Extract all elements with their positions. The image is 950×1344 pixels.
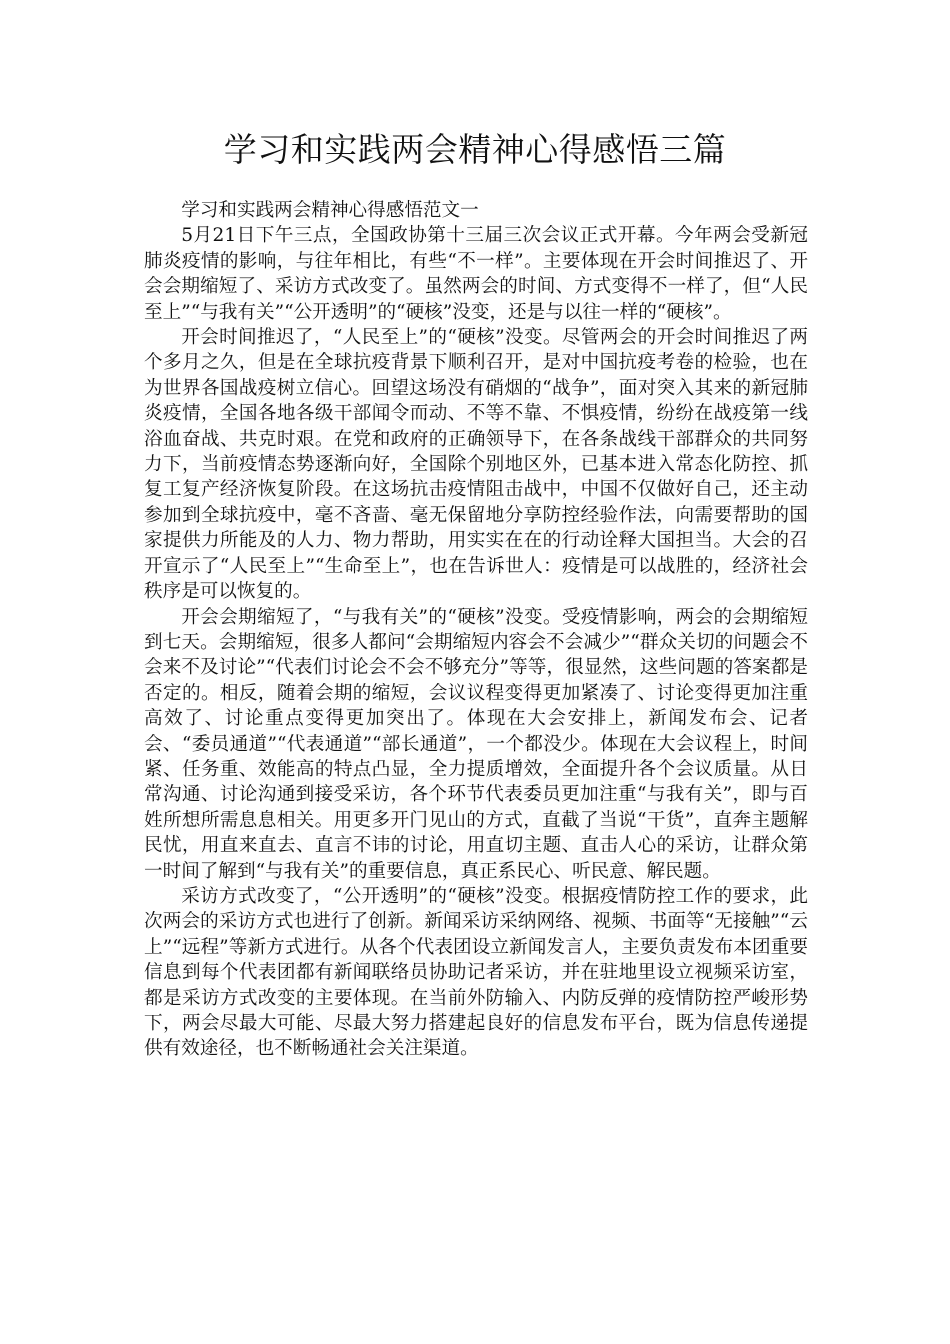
paragraph-intro: 5月21日下午三点，全国政协第十三届三次会议正式开幕。今年两会受新冠肺炎疫情的影响，与往年相比，有些“不一样”。主要体现在开会时间推迟了、开会会期缩短了、采访方式改变了。虽然两会的时间、方式变得不一样了，但“人民至上”“与我有关”“公开透明”的“硬核”没变，还是与以往一样的“硬核”。 xyxy=(144,225,808,323)
paragraph-people-first: 开会时间推迟了，“人民至上”的“硬核”没变。尽管两会的开会时间推迟了两个多月之久，但是在全球抗疫背景下顺利召开，是对中国抗疫考卷的检验，也在为世界各国战疫树立信心。回望这场没有硝烟的“战争”，面对突入其来的新冠肺炎疫情，全国各地各级干部闻令而动、不等不靠、不惧疫情，纷纷在战疫第一线浴血奋战、共克时艰。在党和政府的正确领导下，在各条战线干部群众的共同努力下，当前疫情态势逐渐向好，全国除个别地区外，已基本进入常态化防控、抓复工复产经济恢复阶段。在这场抗击疫情阻击战中，中国不仅做好自己，还主动参加到全球抗疫中，毫不吝啬、毫无保留地分享防控经验作法，向需要帮助的国家提供力所能及的人力、物力帮助，用实实在在的行动诠释大国担当。大会的召开宣示了“人民至上”“生命至上”，也在告诉世人：疫情是可以战胜的，经济社会秩序是可以恢复的。 xyxy=(144,327,808,603)
document-title: 学习和实践两会精神心得感悟三篇 xyxy=(223,130,727,169)
paragraph-related-to-me: 开会会期缩短了，“与我有关”的“硬核”没变。受疫情影响，两会的会期缩短到七天。会期缩短，很多人都问“会期缩短内容会不会减少”“群众关切的问题会不会来不及讨论”“代表们讨论会不会不够充分”等等，很显然，这些问题的答案都是否定的。相反，随着会期的缩短，会议议程变得更加紧凑了、讨论变得更加注重高效了、讨论重点变得更加突出了。体现在大会安排上，新闻发布会、记者会、“委员通道”“代表通道”“部长通道”，一个都没少。体现在大会议程上，时间紧、任务重、效能高的特点凸显，全力提质增效，全面提升各个会议质量。从日常沟通、讨论沟通到接受采访，各个环节代表委员更加注重“与我有关”，即与百姓所想所需息息相关。用更多开门见山的方式，直截了当说“干货”，直奔主题解民忧，用直来直去、直言不讳的讨论，用直切主题、直击人心的采访，让群众第一时间了解到“与我有关”的重要信息，真正系民心、听民意、解民题。 xyxy=(144,606,808,882)
document-body xyxy=(144,198,808,1062)
section-subheading: 学习和实践两会精神心得感悟范文一 xyxy=(181,200,479,221)
paragraph-transparency: 采访方式改变了，“公开透明”的“硬核”没变。根据疫情防控工作的要求，此次两会的采访方式也进行了创新。新闻采访采纳网络、视频、书面等“无接触”“云上”“远程”等新方式进行。从各个代表团设立新闻发言人，主要负责发布本团重要信息到每个代表团都有新闻联络员协助记者采访，并在驻地里设立视频采访室，都是采访方式改变的主要体现。在当前外防输入、内防反弹的疫情防控严峻形势下，两会尽最大可能、尽最大努力搭建起良好的信息发布平台，既为信息传递提供有效途径，也不断畅通社会关注渠道。 xyxy=(144,885,808,1060)
